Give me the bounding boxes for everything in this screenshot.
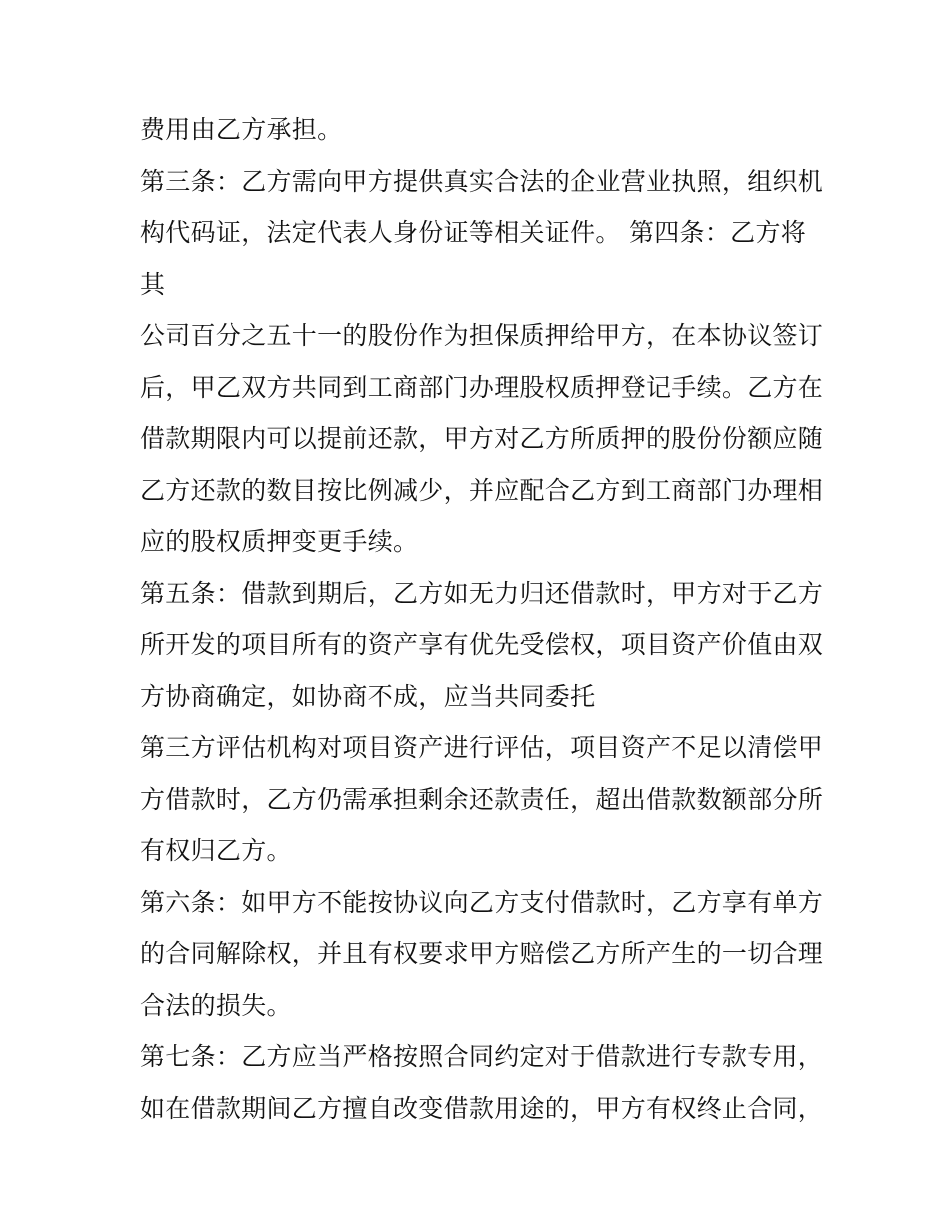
text-line: 应的股权质押变更手续。 [140, 527, 419, 556]
text-line: 方协商确定，如协商不成，应当共同委托 [140, 681, 596, 711]
text-line: 合法的损失。 [140, 990, 292, 1020]
text-line: 第三条：乙方需向甲方提供真实合法的企业营业执照，组织机 [140, 166, 824, 196]
text-line: 有权归乙方。 [140, 836, 292, 865]
text-line: 方借款时，乙方仍需承担剩余还款责任，超出借款数额部分所 [140, 784, 824, 814]
text-line: 第六条：如甲方不能按协议向乙方支付借款时，乙方享有单方 [140, 887, 824, 917]
text-line: 第三方评估机构对项目资产进行评估，项目资产不足以清偿甲 [140, 733, 824, 762]
text-line: 乙方还款的数目按比例减少，并应配合乙方到工商部门办理相 [140, 475, 824, 505]
text-line: 公司百分之五十一的股份作为担保质押给甲方，在本协议签订 [140, 321, 824, 350]
text-line: 的合同解除权，并且有权要求甲方赔偿乙方所产生的一切合理 [140, 939, 824, 968]
text-line: 第五条：借款到期后，乙方如无力归还借款时，甲方对于乙方 [140, 578, 824, 608]
text-line: 所开发的项目所有的资产享有优先受偿权，项目资产价值由双 [140, 630, 824, 659]
text-line: 借款期限内可以提前还款，甲方对乙方所质押的股份份额应随 [140, 424, 824, 453]
text-line: 构代码证，法定代表人身份证等相关证件。 第四条：乙方将 [140, 218, 807, 247]
text-line: 费用由乙方承担。 [140, 115, 343, 144]
text-line: 如在借款期间乙方擅自改变借款用途的，甲方有权终止合同， [140, 1093, 824, 1123]
text-line: 第七条：乙方应当严格按照合同约定对于借款进行专款专用， [140, 1042, 824, 1071]
text-line: 其 [140, 269, 166, 299]
document-body [140, 104, 830, 1134]
text-line: 后，甲乙双方共同到工商部门办理股权质押登记手续。乙方在 [140, 372, 824, 402]
